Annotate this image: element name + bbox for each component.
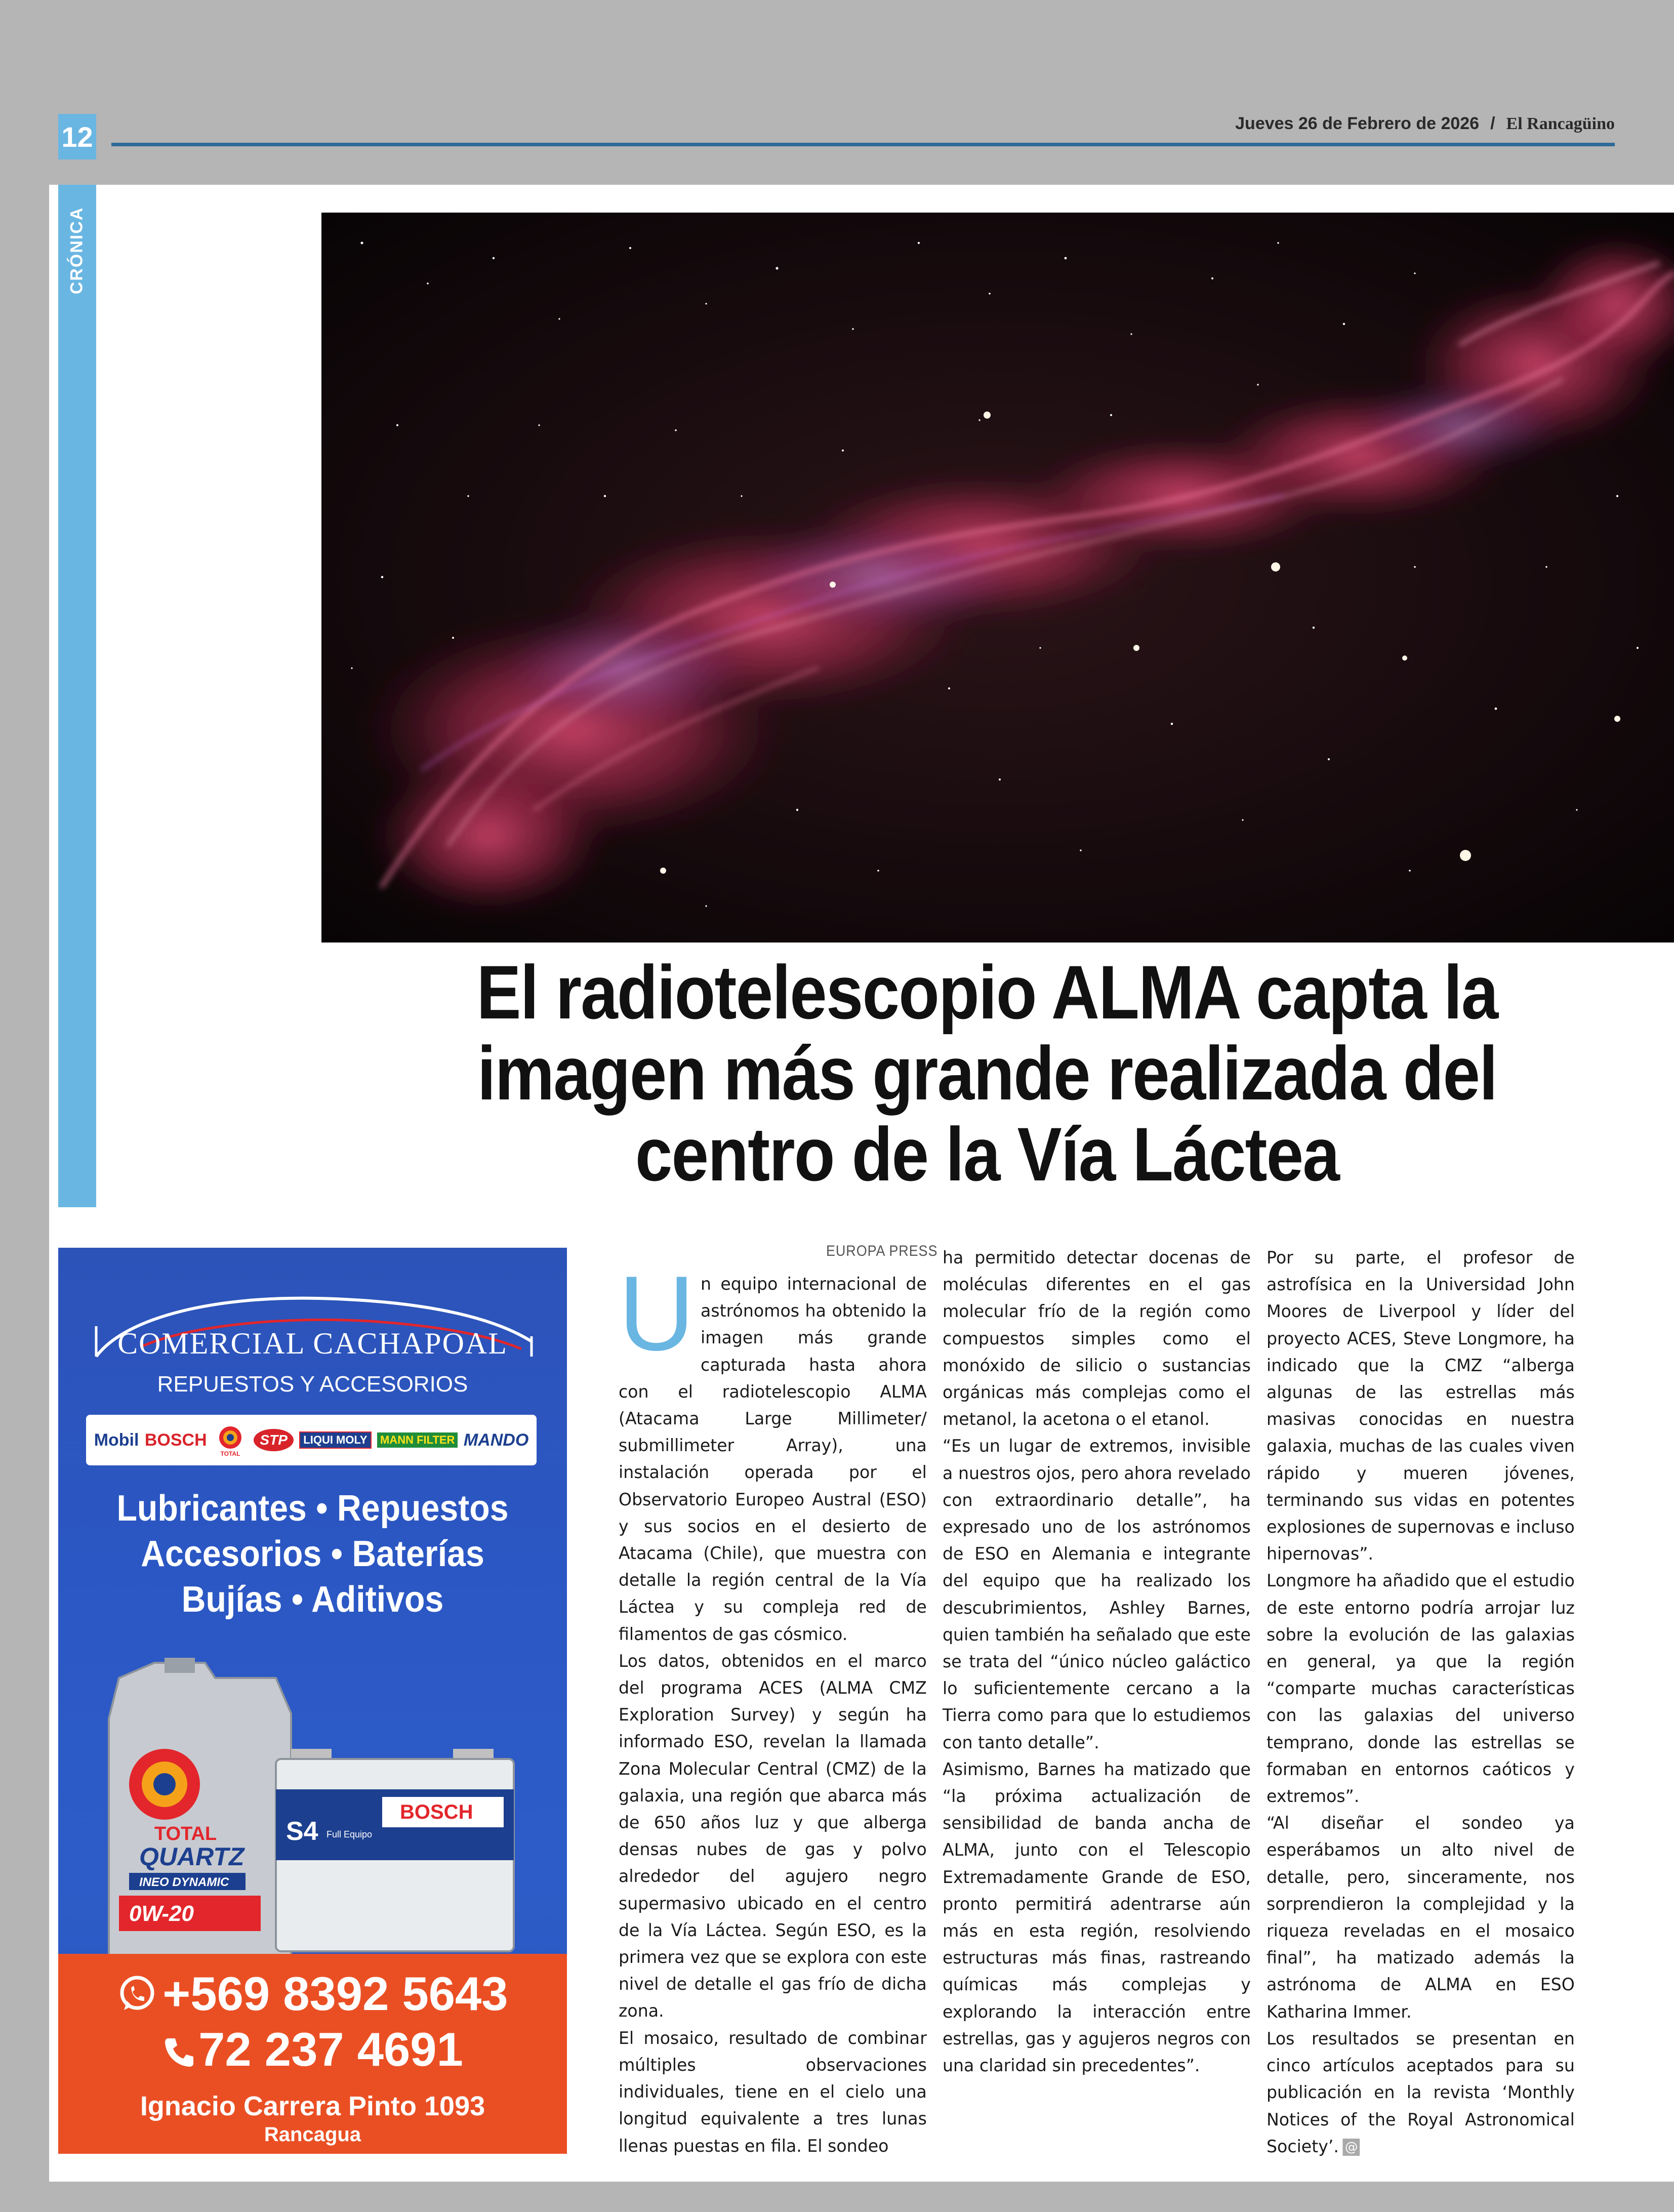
- ad-mobile-number: +569 8392 5643: [162, 1967, 508, 2020]
- brand-mobil-logo: Mobil: [94, 1430, 139, 1450]
- battery-illustration: [276, 1749, 514, 1951]
- header-meta: [1235, 114, 1615, 134]
- ad-landline-phone[interactable]: [58, 2022, 567, 2077]
- article-paragraph: “Es un lugar de extremos, invisible a nuestros ojos, pero ahora revelado con extraordinario detalle”, ha expresado uno de los astrónomos de ESO en Alemania e integrante del equipo que ha realizado los descubrimientos, Ashley Barnes, quien también ha señalado que este se trata del “único núcleo galáctico lo suficientemente cercano a la Tierra como para que lo estudiemos con tanto detalle”.: [943, 1436, 1251, 1752]
- ad-landline-number: 72 237 4691: [198, 2023, 463, 2076]
- brand-total-label: TOTAL: [220, 1450, 240, 1457]
- ad-contact-band: [58, 1954, 567, 2154]
- phone-icon: [162, 2035, 195, 2069]
- page-number-text: 12: [61, 120, 93, 153]
- battery-brand-label: BOSCH: [400, 1801, 473, 1823]
- ad-services: [78, 1486, 547, 1622]
- oil-sub-label: INEO DYNAMIC: [139, 1875, 229, 1889]
- battery-sub-label: Full Equipo: [326, 1829, 373, 1839]
- oil-can-illustration: [109, 1658, 291, 1956]
- header-separator: /: [1490, 114, 1495, 133]
- article-paragraph: ha permitido detectar docenas de moléculas diferentes en el gas molecular frío de la región como compuestos simples como el monóxido de silicio o sustancias orgánicas más complejas como el metanol, la acetona o el etanol.: [943, 1248, 1251, 1429]
- brand-stp-logo: STP: [254, 1429, 293, 1451]
- section-tab: [58, 185, 96, 1207]
- brand-mann-filter-logo: MANN FILTER: [377, 1432, 458, 1448]
- ad-services-line-2: Accesorios • Baterías: [141, 1534, 484, 1574]
- paragraph-text: Los resultados se presentan en cinco artículos aceptados para su publicación en la revista ‘Monthly Notices of the Royal Astronomical Society’.: [1267, 2028, 1575, 2156]
- article-paragraph: Por su parte, el profesor de astrofísica en la Universidad John Moores de Liverpool y líder del proyecto ACES, Steve Longmore, ha indicado que la CMZ “alberga algunas de las estrellas más masivas conocidas en nuestra galaxia, muchas de las cuales viven rápido y mueren jóvenes, terminando sus vidas en potentes explosiones de supernovas e incluso hipernovas”.: [1267, 1248, 1575, 1564]
- nebula-illustration: [321, 213, 1674, 943]
- ad-city: Rancagua: [264, 2123, 361, 2146]
- article-byline: EUROPA PRESS: [826, 1243, 938, 1259]
- battery-model-label: S4: [286, 1817, 318, 1846]
- issue-date: Jueves 26 de Febrero de 2026: [1235, 114, 1480, 133]
- article-headline: El radiotelescopio ALMA capta la imagen más grande realizada del centro de la Vía Láctea: [476, 950, 1498, 1197]
- article-paragraph: Los datos, obtenidos en el marco del programa ACES (ALMA CMZ Exploration Survey) y según ha informado ESO, revelan la llamada Zona Molecular Central (CMZ) de la galaxia, una región que abarca más de 650 años luz y que alberga densas nubes de gas y polvo alrededor del agujero negro supermasivo ubicado en el centro de la Vía Láctea. Según ESO, es la primera vez que se explora con este nivel de detalle el gas frío de dicha zona.: [619, 1651, 927, 2021]
- oil-brand-label: TOTAL: [154, 1823, 217, 1845]
- oil-grade-label: 0W-20: [129, 1901, 194, 1926]
- article-column-2: [943, 1244, 1251, 2079]
- article-column-1: [619, 1254, 927, 2159]
- ad-company-name: COMERCIAL CACHAPOAL: [117, 1327, 508, 1360]
- brand-bosch-logo: BOSCH: [144, 1430, 207, 1450]
- article-column-3: [1267, 1244, 1575, 2160]
- drop-cap: U: [619, 1254, 695, 1373]
- brand-liquimoly-logo: LIQUI MOLY: [299, 1431, 371, 1449]
- page-number: [58, 114, 96, 159]
- brand-mando-logo: MANDO: [463, 1430, 529, 1450]
- ad-address: Ignacio Carrera Pinto 1093: [140, 2091, 485, 2121]
- article-paragraph: [619, 1254, 927, 1648]
- paragraph-text: n equipo internacional de astrónomos ha obtenido la imagen más grande capturada hasta ahora con el radiotelescopio ALMA (Atacama Large Millimeter/ submillimeter Array), una instalación operada por el Observatorio Europeo Austral (ESO) y sus socios en el desierto de Atacama (Chile), que muestra con detalle la región central de la Vía Láctea y su compleja red de filamentos de gas cósmico.: [619, 1274, 927, 1644]
- ad-whatsapp-phone[interactable]: [58, 1967, 567, 2021]
- advertisement[interactable]: [58, 1248, 567, 2154]
- article-paragraph: [1267, 2025, 1575, 2160]
- article-paragraph: Asimismo, Barnes ha matizado que “la próxima actualización de sensibilidad de banda ancha de ALMA, junto con el Telescopio Extremadamente Grande de ESO, pronto permitirá adentrarse aún más en esta región, resolviendo estructuras más finas, rastreando químicas más complejas y explorando la interacción entre estrellas, gas y agujeros negros con una claridad sin precedentes”.: [943, 1759, 1251, 2076]
- oil-line-label: QUARTZ: [139, 1842, 244, 1871]
- article-paragraph: El mosaico, resultado de combinar múltiples observaciones individuales, tiene en el cielo una longitud equivalente a tres lunas llenas puestas en fila. El sondeo: [619, 2028, 927, 2156]
- article-paragraph: Longmore ha añadido que el estudio de este entorno podría arrojar luz sobre la evolución de las galaxias en general, ya que la región “comparte muchas características con las galaxias del universo temprano, donde las estrellas se formaban en entornos caóticos y extremos”.: [1267, 1571, 1575, 1807]
- ad-product-photo: [89, 1658, 524, 1972]
- section-label: CRÓNICA: [67, 207, 87, 295]
- ad-subtitle: REPUESTOS Y ACCESORIOS: [157, 1372, 468, 1397]
- ad-brand-strip: [86, 1415, 537, 1465]
- article-paragraph: “Al diseñar el sondeo ya esperábamos un alto nivel de detalle, pero, sinceramente, nos sorprendieron la complejidad y la riqueza reveladas en el mosaico final”, ha matizado además la astrónoma de ALMA en ESO Katharina Immer.: [1267, 1813, 1575, 2022]
- end-of-article-icon: @: [1343, 2139, 1360, 2156]
- whatsapp-icon: [117, 1974, 157, 2014]
- header-rule: [111, 143, 1615, 146]
- ad-services-line-3: Bujías • Aditivos: [181, 1579, 444, 1620]
- newspaper-name: El Rancagüino: [1506, 114, 1615, 133]
- ad-services-line-1: Lubricantes • Repuestos: [116, 1488, 509, 1529]
- brand-total-logo: [213, 1422, 248, 1458]
- hero-nebula-photo: [321, 213, 1674, 943]
